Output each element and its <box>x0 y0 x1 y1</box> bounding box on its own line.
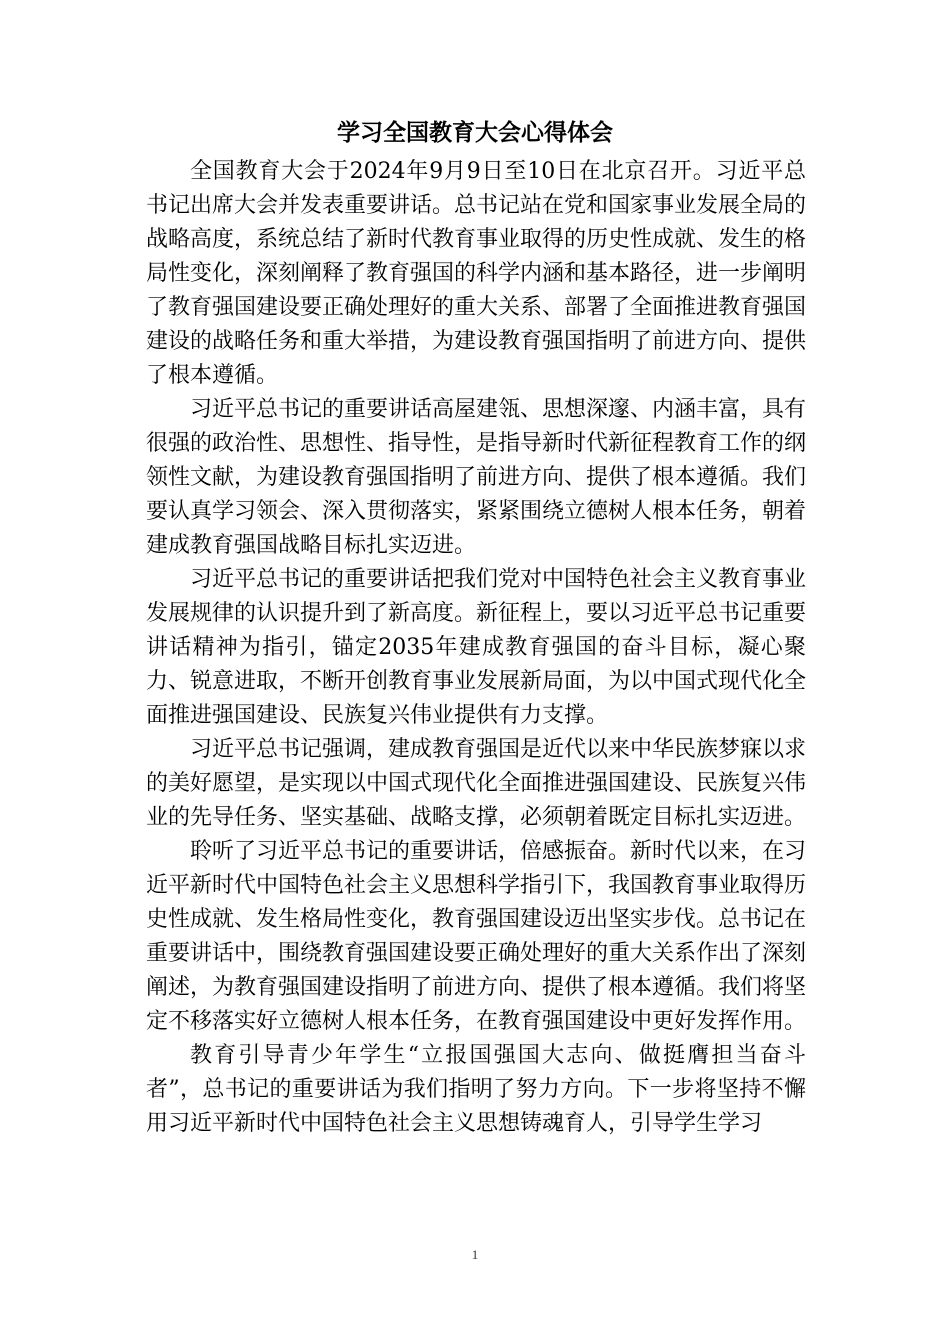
paragraph-4: 习近平总书记强调，建成教育强国是近代以来中华民族梦寐以求的美好愿望，是实现以中国式现代化全面推进强国建设、民族复兴伟业的先导任务、坚实基础、战略支撑，必须朝着既定目标扎实迈进。 <box>146 737 807 830</box>
paragraph-6: 教育引导青少年学生“立报国强国大志向、做挺膺担当奋斗者”，总书记的重要讲话为我们指明了努力方向。下一步将坚持不懈用习近平新时代中国特色社会主义思想铸魂育人，引导学生学习 <box>146 1043 806 1136</box>
paragraph-5: 聆听了习近平总书记的重要讲话，倍感振奋。新时代以来，在习近平新时代中国特色社会主义思想科学指引下，我国教育事业取得历史性成就、发生格局性变化，教育强国建设迈出坚实步伐。总书记在重要讲话中，围绕教育强国建设要正确处理好的重大关系作出了深刻阐述，为教育强国建设指明了前进方向、提供了根本遵循。我们将坚定不移落实好立德树人根本任务，在教育强国建设中更好发挥作用。 <box>146 839 807 1034</box>
paragraph-1: 全国教育大会于2024年9月9日至10日在北京召开。习近平总书记出席大会并发表重要讲话。总书记站在党和国家事业发展全局的战略高度，系统总结了新时代教育事业取得的历史性成就、发生的格局性变化，深刻阐释了教育强国的科学内涵和基本路径，进一步阐明了教育强国建设要正确处理好的重大关系、部署了全面推进教育强国建设的战略任务和重大举措，为建设教育强国指明了前进方向、提供了根本遵循。 <box>146 159 807 388</box>
document-title: 学习全国教育大会心得体会 <box>337 120 613 146</box>
paragraph-2: 习近平总书记的重要讲话高屋建瓴、思想深邃、内涵丰富，具有很强的政治性、思想性、指导性，是指导新时代新征程教育工作的纲领性文献，为建设教育强国指明了前进方向、提供了根本遵循。我们要认真学习领会、深入贯彻落实，紧紧围绕立德树人根本任务，朝着建成教育强国战略目标扎实迈进。 <box>146 397 807 558</box>
paragraph-3: 习近平总书记的重要讲话把我们党对中国特色社会主义教育事业发展规律的认识提升到了新高度。新征程上，要以习近平总书记重要讲话精神为指引，锚定2035年建成教育强国的奋斗目标，凝心聚力、锐意进取，不断开创教育事业发展新局面，为以中国式现代化全面推进强国建设、民族复兴伟业提供有力支撑。 <box>146 567 807 728</box>
page-number: 1 <box>471 1247 479 1262</box>
document-body <box>146 155 806 1141</box>
